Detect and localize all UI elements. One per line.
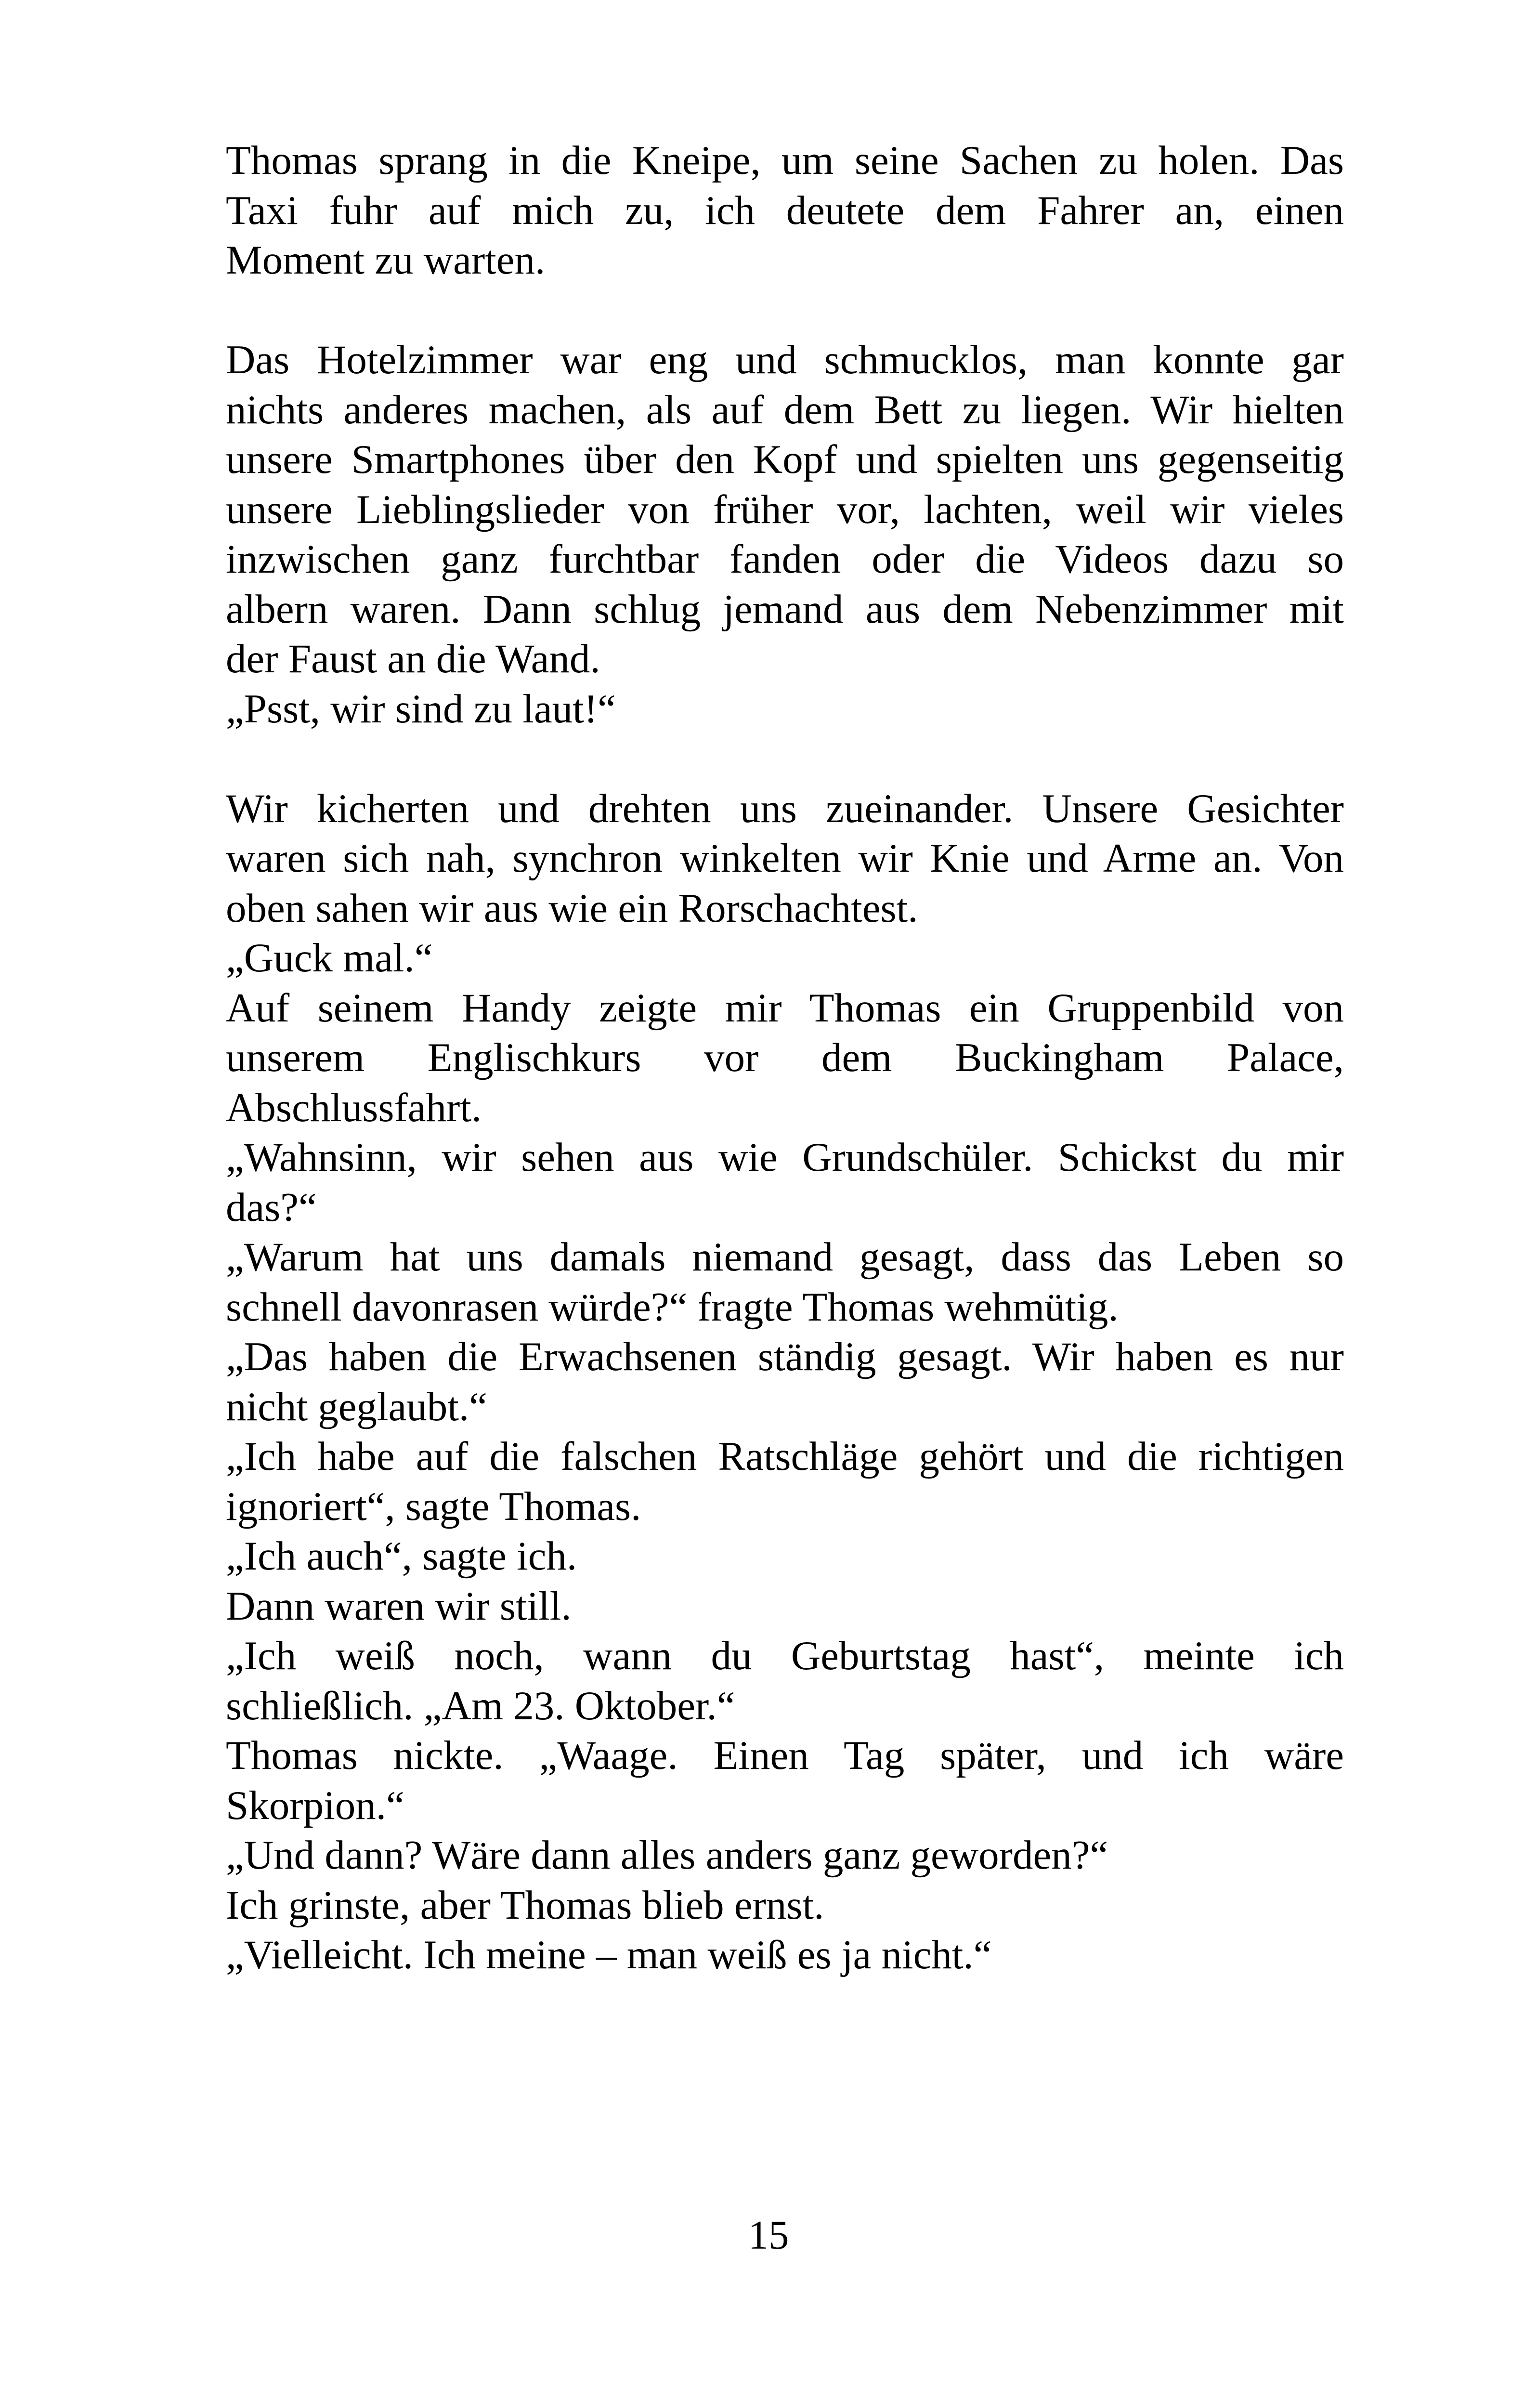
- paragraph-gap: [226, 734, 1344, 784]
- text-line: albern waren. Dann schlug jemand aus dem Nebenzimmer mit: [226, 586, 1344, 632]
- text-line: oben sahen wir aus wie ein Rorschachtest.: [226, 885, 918, 931]
- page-number: 15: [748, 2212, 789, 2258]
- text-line: waren sich nah, synchron winkelten wir Knie und Arme an. Von: [226, 836, 1344, 881]
- text-line: Auf seinem Handy zeigte mir Thomas ein Gruppenbild von: [226, 985, 1344, 1031]
- text-line: Taxi fuhr auf mich zu, ich deutete dem Fahrer an, einen: [226, 187, 1344, 233]
- paragraph-gap: [226, 286, 1344, 336]
- text-line: nicht geglaubt.“: [226, 1384, 487, 1429]
- text-line: Thomas nickte. „Waage. Einen Tag später, und ich wäre: [226, 1733, 1344, 1778]
- text-line: ignoriert“, sagte Thomas.: [226, 1483, 641, 1529]
- text-line: unsere Smartphones über den Kopf und spielten uns gegenseitig: [226, 437, 1344, 482]
- body-text: [226, 136, 1344, 1980]
- text-line: nichts anderes machen, als auf dem Bett zu liegen. Wir hielten: [226, 387, 1344, 432]
- text-line: der Faust an die Wand.: [226, 636, 600, 681]
- text-line: Moment zu warten.: [226, 237, 546, 283]
- text-line: „Psst, wir sind zu laut!“: [226, 686, 616, 732]
- text-line: schnell davonrasen würde?“ fragte Thomas wehmütig.: [226, 1284, 1119, 1330]
- text-line: inzwischen ganz furchtbar fanden oder die Videos dazu so: [226, 537, 1344, 582]
- text-line: Abschlussfahrt.: [226, 1085, 482, 1130]
- text-line: „Wahnsinn, wir sehen aus wie Grundschüler. Schickst du mir: [226, 1135, 1344, 1180]
- text-line: „Ich auch“, sagte ich.: [226, 1533, 577, 1579]
- text-line: Dann waren wir still.: [226, 1583, 572, 1629]
- text-line: „Ich weiß noch, wann du Geburtstag hast“, meinte ich: [226, 1633, 1344, 1678]
- text-line: Skorpion.“: [226, 1782, 404, 1828]
- text-line: „Ich habe auf die falschen Ratschläge gehört und die richtigen: [226, 1434, 1344, 1479]
- text-line: unserem Englischkurs vor dem Buckingham Palace,: [226, 1035, 1344, 1080]
- text-line: unsere Lieblingslieder von früher vor, lachten, weil wir vieles: [226, 486, 1344, 532]
- text-line: „Warum hat uns damals niemand gesagt, dass das Leben so: [226, 1234, 1344, 1280]
- text-line: schließlich. „Am 23. Oktober.“: [226, 1683, 735, 1728]
- text-line: Thomas sprang in die Kneipe, um seine Sachen zu holen. Das: [226, 138, 1344, 183]
- text-line: „Das haben die Erwachsenen ständig gesagt. Wir haben es nur: [226, 1334, 1344, 1379]
- text-line: Wir kicherten und drehten uns zueinander. Unsere Gesichter: [226, 785, 1344, 831]
- text-line: „Vielleicht. Ich meine – man weiß es ja nicht.“: [226, 1932, 992, 1977]
- text-line: Das Hotelzimmer war eng und schmucklos, man konnte gar: [226, 337, 1344, 382]
- text-line: Ich grinste, aber Thomas blieb ernst.: [226, 1882, 824, 1928]
- text-line: „Und dann? Wäre dann alles anders ganz geworden?“: [226, 1832, 1108, 1878]
- text-line: das?“: [226, 1184, 317, 1230]
- text-line: „Guck mal.“: [226, 935, 433, 981]
